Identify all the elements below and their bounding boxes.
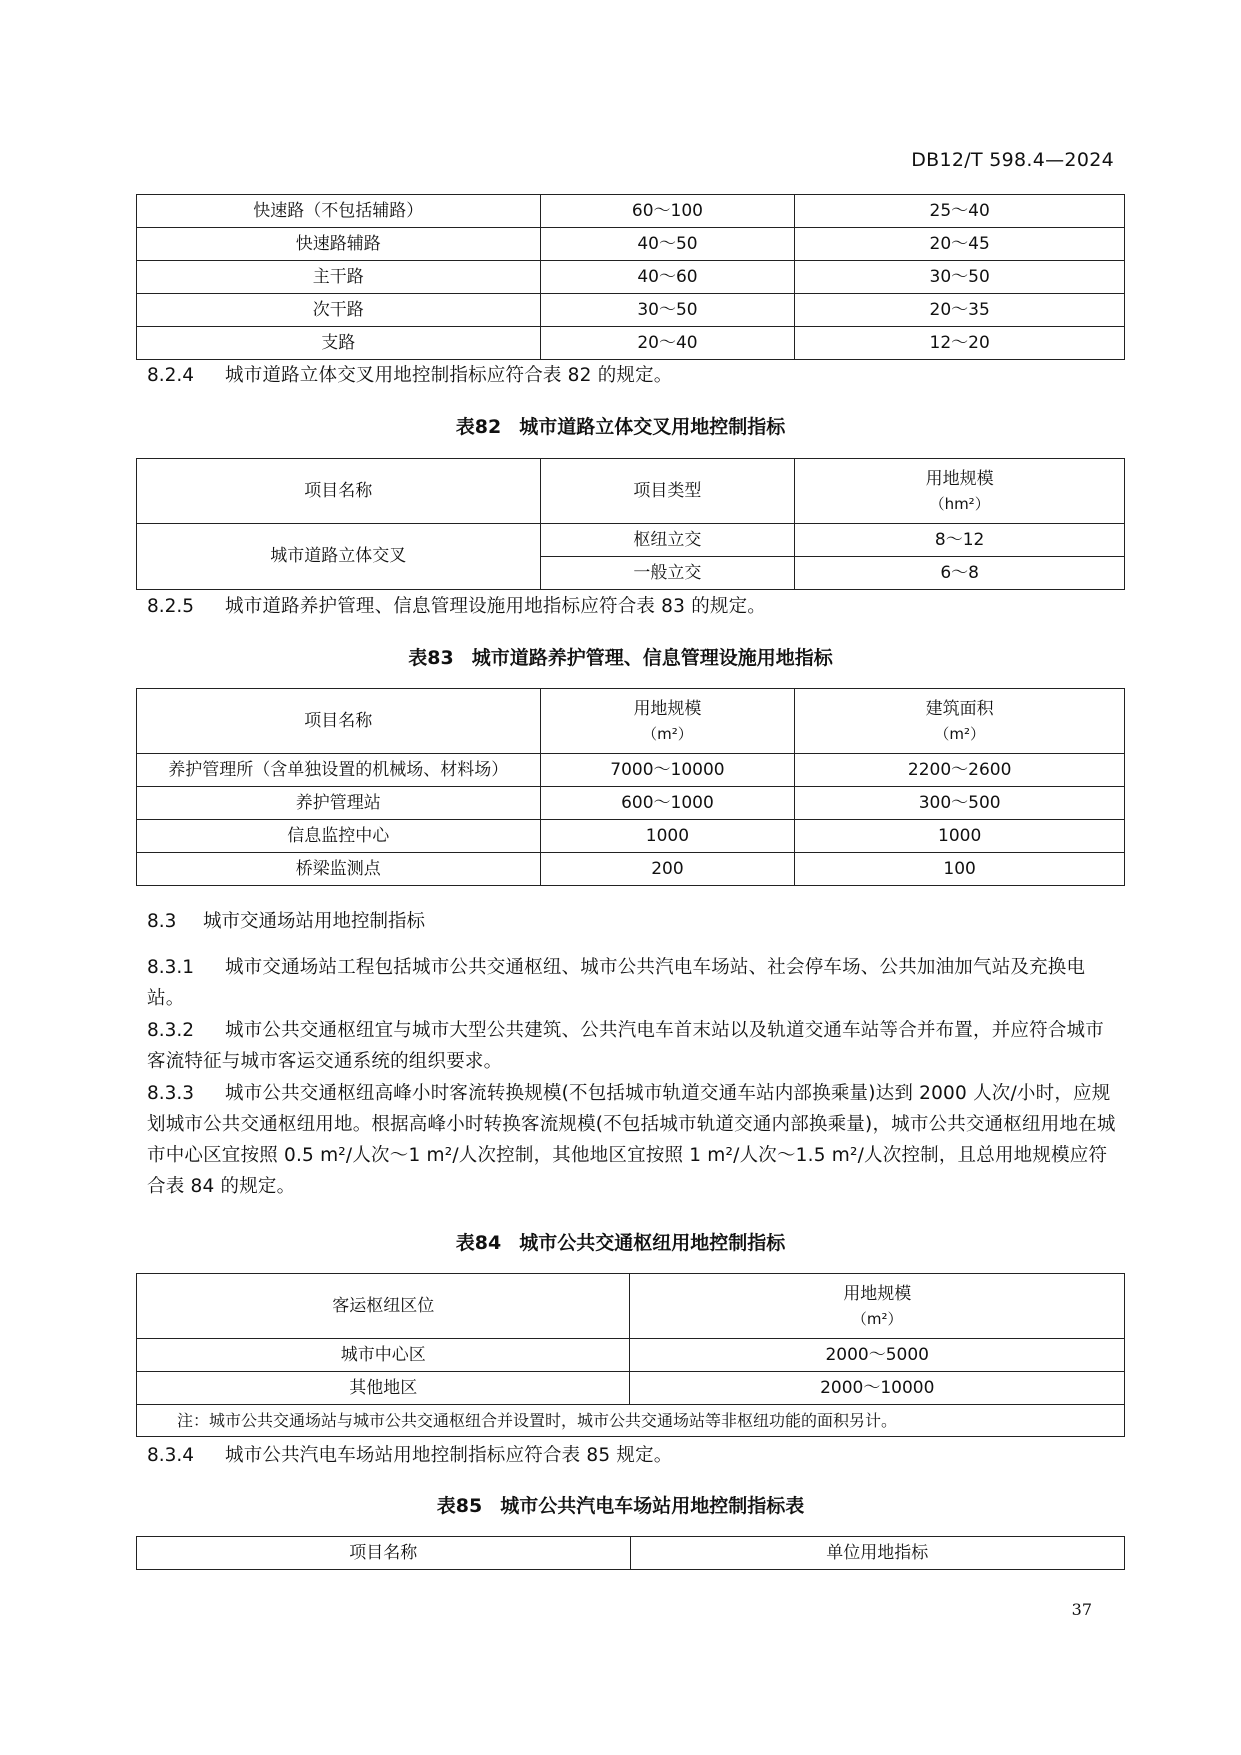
value-cell: 40～50 — [540, 228, 795, 261]
header-label: 用地规模 — [633, 698, 702, 719]
road-type-cell: 快速路（不包括辅路） — [137, 195, 541, 228]
value-cell: 200 — [540, 853, 795, 886]
item-cell: 信息监控中心 — [137, 820, 541, 853]
header-unit: （m²） — [642, 725, 693, 744]
section-title: 城市交通场站用地控制指标 — [203, 911, 426, 932]
clause-text: 城市公共汽电车场站用地控制指标应符合表 85 规定。 — [225, 1445, 673, 1466]
header-unit: （hm²） — [929, 495, 990, 514]
table-82-caption — [0, 412, 1241, 439]
table-row — [137, 327, 1125, 360]
clause-8-2-4 — [147, 360, 1122, 391]
table-85 — [136, 1536, 1125, 1570]
table-header-row — [137, 689, 1125, 754]
clause-text: 城市公共交通枢纽宜与城市大型公共建筑、公共汽电车首末站以及轨道交通车站等合并布置，并应符合城市客流特征与城市客运交通系统的组织要求。 — [147, 1020, 1104, 1072]
value-cell: 2200～2600 — [795, 754, 1125, 787]
value-cell: 600～1000 — [540, 787, 795, 820]
table-row — [137, 754, 1125, 787]
clause-8-3-3 — [147, 1078, 1122, 1202]
table-number: 表82 — [455, 416, 502, 438]
clause-8-3-1 — [147, 952, 1122, 1014]
table-row — [137, 853, 1125, 886]
clause-text: 城市交通场站工程包括城市公共交通枢纽、城市公共汽电车场站、社会停车场、公共加油加气站及充换电站。 — [147, 957, 1086, 1009]
table-header-row — [137, 1274, 1125, 1339]
header-cell: 项目名称 — [137, 459, 541, 524]
header-unit: （m²） — [851, 1310, 903, 1329]
table-row — [137, 1372, 1125, 1405]
clause-number: 8.2.5 — [147, 596, 195, 617]
value-cell: 1000 — [795, 820, 1125, 853]
road-type-cell: 快速路辅路 — [137, 228, 541, 261]
header-label: 用地规模 — [925, 468, 994, 489]
table-number: 表83 — [408, 647, 454, 669]
clause-number: 8.3.3 — [147, 1083, 195, 1104]
clause-8-3-4 — [147, 1440, 1122, 1471]
section-number: 8.3 — [147, 911, 177, 932]
table-header-row — [137, 459, 1125, 524]
table-84 — [136, 1273, 1125, 1437]
value-cell: 60～100 — [540, 195, 795, 228]
type-cell: 枢纽立交 — [540, 524, 795, 557]
clause-text: 城市道路养护管理、信息管理设施用地指标应符合表 83 的规定。 — [225, 596, 767, 617]
value-cell: 100 — [795, 853, 1125, 886]
table-header-row — [137, 1537, 1125, 1570]
table-row — [137, 524, 1125, 557]
document-code: DB12/T 598.4—2024 — [911, 149, 1114, 171]
table-row — [137, 195, 1125, 228]
table-number: 表84 — [455, 1232, 502, 1254]
table-83-caption — [0, 643, 1241, 670]
value-cell: 20～35 — [795, 294, 1125, 327]
section-8-3-heading — [147, 907, 425, 933]
value-cell: 25～40 — [795, 195, 1125, 228]
value-cell: 2000～5000 — [630, 1339, 1125, 1372]
clause-8-3-2 — [147, 1015, 1122, 1077]
table-title: 城市道路养护管理、信息管理设施用地指标 — [471, 647, 833, 669]
clause-number: 8.3.4 — [147, 1445, 195, 1466]
road-type-cell: 次干路 — [137, 294, 541, 327]
table-85-caption — [0, 1491, 1241, 1518]
value-cell: 20～45 — [795, 228, 1125, 261]
item-cell: 养护管理站 — [137, 787, 541, 820]
table-number: 表85 — [436, 1495, 483, 1517]
location-cell: 其他地区 — [137, 1372, 630, 1405]
header-cell — [795, 689, 1125, 754]
header-cell — [540, 689, 795, 754]
table-row — [137, 228, 1125, 261]
value-cell: 40～60 — [540, 261, 795, 294]
clause-text: 城市公共交通枢纽高峰小时客流转换规模(不包括城市轨道交通车站内部换乘量)达到 2000 人次/小时，应规划城市公共交通枢纽用地。根据高峰小时转换客流规模(不包括城市轨道交通内部换乘量)，城市公共交通枢纽用地在城市中心区宜按照 0.5 m²/人次～1 m²/人次控制，其他地区宜按照 1 m²/人次～1.5 m²/人次控制，且总用地规模应符合表 84 的规定。 — [147, 1083, 1116, 1197]
header-cell: 项目名称 — [137, 1537, 631, 1570]
location-cell: 城市中心区 — [137, 1339, 630, 1372]
header-cell: 项目类型 — [540, 459, 795, 524]
table-row — [137, 787, 1125, 820]
table-81-continued — [136, 194, 1125, 360]
value-cell: 300～500 — [795, 787, 1125, 820]
value-cell: 7000～10000 — [540, 754, 795, 787]
table-title: 城市道路立体交叉用地控制指标 — [519, 416, 786, 438]
item-cell: 桥梁监测点 — [137, 853, 541, 886]
item-cell: 养护管理所（含单独设置的机械场、材料场） — [137, 754, 541, 787]
table-note: 注：城市公共交通场站与城市公共交通枢纽合并设置时，城市公共交通场站等非枢纽功能的面积另计。 — [137, 1405, 1125, 1437]
clause-8-2-5 — [147, 591, 1122, 622]
header-cell — [630, 1274, 1125, 1339]
value-cell: 30～50 — [795, 261, 1125, 294]
table-title: 城市公共交通枢纽用地控制指标 — [519, 1232, 786, 1254]
clause-number: 8.2.4 — [147, 365, 195, 386]
table-row — [137, 261, 1125, 294]
type-cell: 一般立交 — [540, 557, 795, 590]
road-type-cell: 支路 — [137, 327, 541, 360]
header-label: 用地规模 — [843, 1283, 912, 1304]
header-unit: （m²） — [934, 725, 985, 744]
header-cell: 项目名称 — [137, 689, 541, 754]
road-type-cell: 主干路 — [137, 261, 541, 294]
value-cell: 1000 — [540, 820, 795, 853]
table-82 — [136, 458, 1125, 590]
header-cell: 单位用地指标 — [630, 1537, 1125, 1570]
table-row — [137, 294, 1125, 327]
header-cell: 客运枢纽区位 — [137, 1274, 630, 1339]
table-row — [137, 1339, 1125, 1372]
value-cell: 8～12 — [795, 524, 1125, 557]
table-title: 城市公共汽电车场站用地控制指标表 — [500, 1495, 805, 1517]
value-cell: 6～8 — [795, 557, 1125, 590]
table-row — [137, 820, 1125, 853]
value-cell: 12～20 — [795, 327, 1125, 360]
table-note-row — [137, 1405, 1125, 1437]
value-cell: 2000～10000 — [630, 1372, 1125, 1405]
value-cell: 20～40 — [540, 327, 795, 360]
table-84-caption — [0, 1228, 1241, 1255]
clause-text: 城市道路立体交叉用地控制指标应符合表 82 的规定。 — [225, 365, 673, 386]
group-name-cell: 城市道路立体交叉 — [137, 524, 541, 590]
value-cell: 30～50 — [540, 294, 795, 327]
page-number: 37 — [1071, 1600, 1092, 1619]
header-cell — [795, 459, 1125, 524]
clause-number: 8.3.2 — [147, 1020, 195, 1041]
table-83 — [136, 688, 1125, 886]
clause-number: 8.3.1 — [147, 957, 195, 978]
header-label: 建筑面积 — [925, 698, 994, 719]
